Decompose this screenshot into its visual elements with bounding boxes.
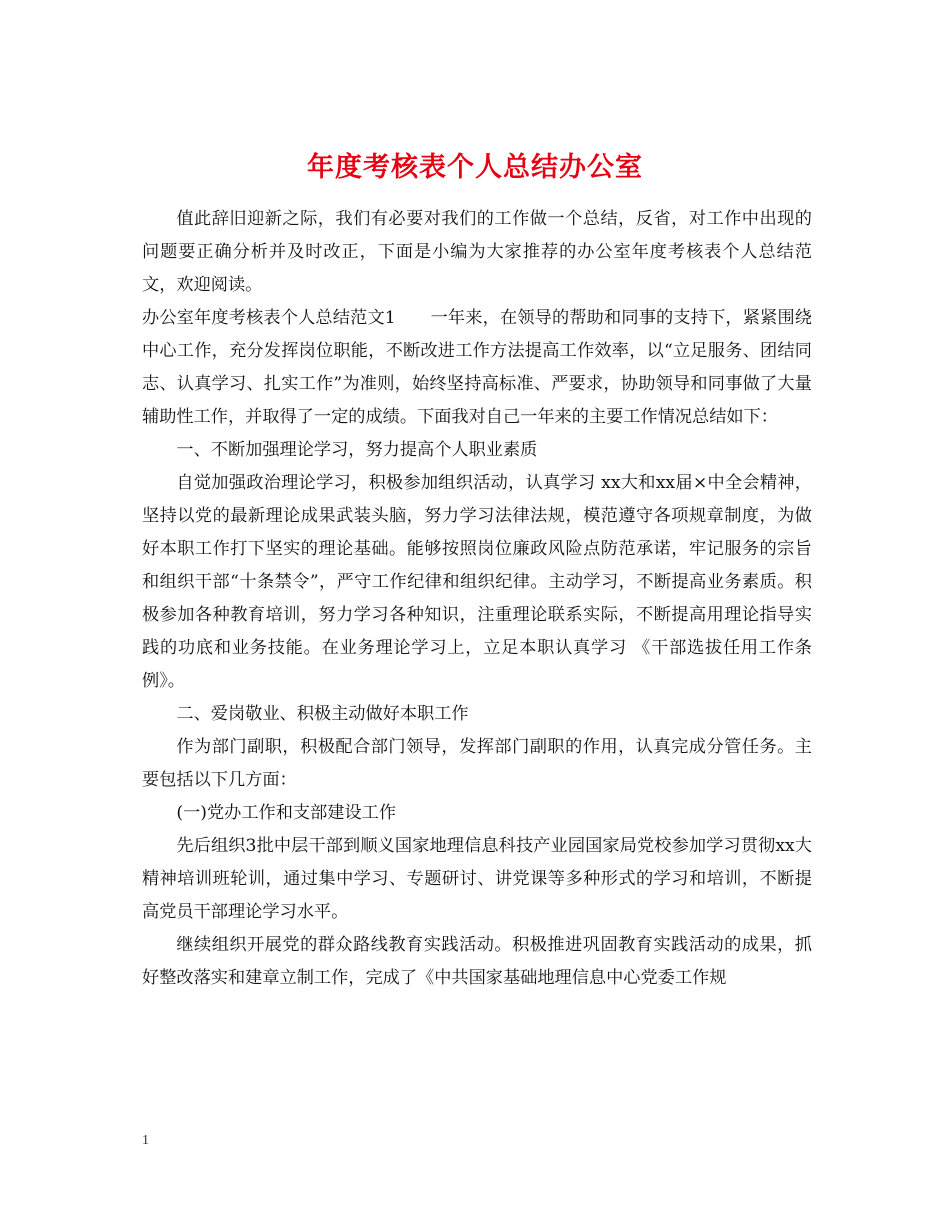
- paragraph-intro: 值此辞旧迎新之际，我们有必要对我们的工作做一个总结，反省，对工作中出现的问题要正确分析并及时改正，下面是小编为大家推荐的办公室年度考核表个人总结范文，欢迎阅读。: [142, 209, 812, 295]
- paragraph-theory-study: 自觉加强政治理论学习，积极参加组织活动，认真学习 xx大和xx届×中全会精神，坚持以党的最新理论成果武装头脑，努力学习法律法规，模范遵守各项规章制度，为做好本职工作打下坚实的理论基础。能够按照岗位廉政风险点防范承诺，牢记服务的宗旨和组织干部“十条禁令”，严守工作纪律和组织纪律。主动学习，不断提高业务素质。积极参加各种教育培训，努力学习各种知识，注重理论联系实际，不断提高用理论指导实践的功底和业务技能。在业务理论学习上，立足本职认真学习 《干部选拔任用工作条例》。: [142, 473, 812, 691]
- page-number: 1: [142, 1133, 149, 1148]
- document-body: [142, 203, 812, 995]
- subsection-heading-1: (一)党办工作和支部建设工作: [176, 803, 397, 823]
- section-heading-1: 一、不断加强理论学习，努力提高个人职业素质: [176, 440, 538, 460]
- document-title: 年度考核表个人总结办公室: [307, 152, 643, 184]
- paragraph-sample-1-opening: 办公室年度考核表个人总结范文1 一年来，在领导的帮助和同事的支持下，紧紧围绕中心工作，充分发挥岗位职能，不断改进工作方法提高工作效率，以“立足服务、团结同志、认真学习、扎实工作”为准则，始终坚持高标准、严要求，协助领导和同事做了大量辅助性工作，并取得了一定的成绩。下面我对自己一年来的主要工作情况总结如下：: [142, 308, 812, 427]
- section-heading-2: 二、爱岗敬业、积极主动做好本职工作: [176, 704, 469, 724]
- paragraph-deputy-role: 作为部门副职，积极配合部门领导，发挥部门副职的作用，认真完成分管任务。主要包括以下几方面：: [142, 737, 812, 790]
- paragraph-mass-line: 继续组织开展党的群众路线教育实践活动。积极推进巩固教育实践活动的成果，抓好整改落实和建章立制工作，完成了《中共国家基础地理信息中心党委工作规: [142, 935, 812, 988]
- paragraph-training: 先后组织3批中层干部到顺义国家地理信息科技产业园国家局党校参加学习贯彻xx大精神培训班轮训，通过集中学习、专题研讨、讲党课等多种形式的学习和培训，不断提高党员干部理论学习水平。: [142, 836, 812, 922]
